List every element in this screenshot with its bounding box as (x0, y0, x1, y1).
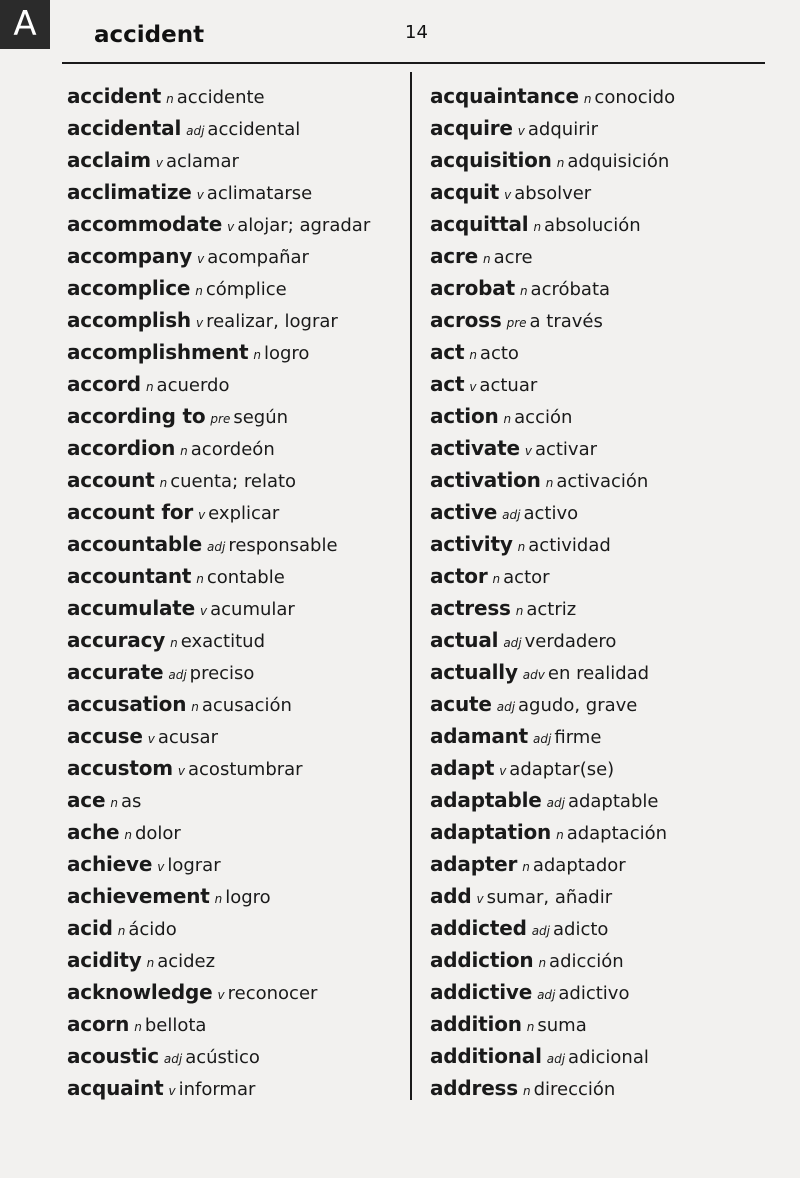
translation: absolver (514, 183, 592, 204)
part-of-speech: v (168, 1084, 176, 1098)
headword: accuracy (67, 628, 166, 652)
translation: acuerdo (156, 375, 230, 396)
translation: suma (537, 1015, 587, 1036)
translation: acusación (201, 695, 292, 716)
headword: accumulate (67, 596, 196, 620)
translation: explicar (208, 503, 280, 524)
part-of-speech: adj (207, 540, 226, 554)
translation: aclimatarse (206, 183, 313, 204)
dictionary-entry (67, 816, 417, 848)
dictionary-entry (67, 1008, 417, 1040)
dictionary-entry (430, 336, 780, 368)
part-of-speech: adj (546, 796, 565, 810)
dictionary-entry (67, 208, 417, 240)
translation: accidental (207, 119, 301, 140)
part-of-speech: adj (168, 668, 187, 682)
part-of-speech: pre (506, 316, 527, 330)
dictionary-entry (67, 720, 417, 752)
right-column (430, 80, 780, 1104)
dictionary-entry (67, 80, 417, 112)
headword: account for (67, 500, 194, 524)
headword: actress (430, 596, 511, 620)
headword: actor (430, 564, 488, 588)
part-of-speech: n (134, 1020, 142, 1034)
dictionary-entry (67, 400, 417, 432)
headword: ace (67, 788, 106, 812)
translation: adictivo (558, 983, 630, 1004)
translation: absolución (544, 215, 641, 236)
translation: dirección (533, 1079, 616, 1100)
translation: alojar; agradar (237, 215, 371, 236)
part-of-speech: v (196, 188, 204, 202)
dictionary-entry (430, 848, 780, 880)
dictionary-entry (430, 880, 780, 912)
part-of-speech: n (492, 572, 501, 586)
dictionary-entry (430, 368, 780, 400)
part-of-speech: n (519, 284, 528, 298)
translation: acción (514, 407, 573, 428)
dictionary-entry (67, 1072, 417, 1104)
dictionary-entry (430, 976, 780, 1008)
part-of-speech: adj (163, 1052, 183, 1066)
dictionary-entry (430, 688, 780, 720)
headword: acquit (430, 180, 500, 204)
headword: acidity (67, 948, 142, 972)
translation: exactitud (180, 631, 266, 652)
dictionary-entry (430, 528, 780, 560)
headword: according to (67, 404, 206, 428)
translation: ácido (128, 919, 177, 940)
translation: acumular (210, 599, 295, 620)
headword: achieve (67, 852, 153, 876)
headword: acid (67, 916, 113, 940)
page-number: 14 (405, 22, 428, 43)
part-of-speech: n (503, 412, 512, 426)
headword: acoustic (67, 1044, 159, 1068)
headword: acquaintance (430, 84, 579, 108)
headword: accuse (67, 724, 143, 748)
part-of-speech: v (227, 220, 235, 234)
dictionary-entry (67, 112, 417, 144)
headword: acquisition (430, 148, 552, 172)
translation: adaptador (532, 855, 626, 876)
dictionary-entry (430, 944, 780, 976)
part-of-speech: v (198, 508, 206, 522)
headword: acquittal (430, 212, 529, 236)
headword: ache (67, 820, 120, 844)
dictionary-entry (67, 752, 417, 784)
translation: adaptable (567, 791, 659, 812)
dictionary-entry (67, 240, 417, 272)
dictionary-entry (67, 464, 417, 496)
dictionary-entry (67, 304, 417, 336)
headword: accurate (67, 660, 164, 684)
translation: adicional (568, 1047, 649, 1068)
translation: acusar (157, 727, 218, 748)
dictionary-entry (67, 496, 417, 528)
part-of-speech: n (195, 284, 203, 298)
dictionary-entry (67, 432, 417, 464)
translation: acidez (157, 951, 216, 972)
part-of-speech: v (197, 252, 205, 266)
headword: acquaint (67, 1076, 164, 1100)
headword: achievement (67, 884, 210, 908)
dictionary-entry (67, 528, 417, 560)
dictionary-entry (430, 560, 780, 592)
dictionary-entry (67, 176, 417, 208)
dictionary-entry (67, 880, 417, 912)
headword: adapt (430, 756, 495, 780)
section-letter-tab: A (0, 0, 50, 49)
part-of-speech: adj (537, 988, 556, 1002)
headword: accompany (67, 244, 193, 268)
translation: adquirir (527, 119, 598, 140)
translation: activación (556, 471, 649, 492)
part-of-speech: n (538, 956, 547, 970)
translation: adaptación (566, 823, 668, 844)
translation: logro (263, 343, 310, 364)
headword: additional (430, 1044, 542, 1068)
translation: contable (206, 567, 285, 588)
dictionary-entry (430, 784, 780, 816)
part-of-speech: n (522, 860, 530, 874)
translation: acústico (185, 1047, 260, 1068)
headword: active (430, 500, 498, 524)
headword: actually (430, 660, 518, 684)
part-of-speech: v (499, 764, 507, 778)
dictionary-entry (430, 272, 780, 304)
dictionary-entry (67, 144, 417, 176)
part-of-speech: v (155, 156, 163, 170)
headword: adaptable (430, 788, 542, 812)
translation: acróbata (530, 279, 611, 300)
headword: accountable (67, 532, 203, 556)
translation: en realidad (547, 663, 650, 684)
headword: acquire (430, 116, 513, 140)
part-of-speech: adv (522, 668, 545, 682)
dictionary-entry (430, 912, 780, 944)
part-of-speech: v (147, 732, 155, 746)
headword: addition (430, 1012, 522, 1036)
headword: accountant (67, 564, 192, 588)
dictionary-entry (430, 80, 780, 112)
translation: acto (479, 343, 519, 364)
translation: agudo, grave (518, 695, 638, 716)
translation: informar (178, 1079, 256, 1100)
part-of-speech: n (517, 540, 526, 554)
translation: activo (523, 503, 579, 524)
translation: actuar (479, 375, 538, 396)
part-of-speech: v (524, 444, 532, 458)
translation: a través (529, 311, 603, 332)
part-of-speech: n (117, 924, 126, 938)
translation: dolor (134, 823, 181, 844)
headword: acrobat (430, 276, 515, 300)
translation: verdadero (524, 631, 617, 652)
headword: addiction (430, 948, 534, 972)
part-of-speech: pre (210, 412, 231, 426)
translation: bellota (144, 1015, 207, 1036)
headword: act (430, 340, 465, 364)
dictionary-entry (430, 656, 780, 688)
translation: acordeón (190, 439, 275, 460)
part-of-speech: v (177, 764, 185, 778)
dictionary-entry (67, 656, 417, 688)
translation: adaptar(se) (509, 759, 615, 780)
headword: add (430, 884, 472, 908)
dictionary-entry (67, 368, 417, 400)
translation: acostumbrar (188, 759, 303, 780)
dictionary-entry (430, 1072, 780, 1104)
translation: activar (534, 439, 598, 460)
dictionary-entry (67, 944, 417, 976)
part-of-speech: v (476, 892, 484, 906)
headword: addicted (430, 916, 527, 940)
headword: acclimatize (67, 180, 192, 204)
translation: cuenta; relato (170, 471, 297, 492)
dictionary-entry (67, 912, 417, 944)
part-of-speech: v (200, 604, 208, 618)
part-of-speech: adj (533, 732, 552, 746)
dictionary-entry (430, 304, 780, 336)
part-of-speech: adj (186, 124, 205, 138)
dictionary-entry (430, 432, 780, 464)
translation: actriz (526, 599, 577, 620)
dictionary-entry (67, 560, 417, 592)
dictionary-entry (67, 336, 417, 368)
part-of-speech: n (533, 220, 542, 234)
translation: as (120, 791, 142, 812)
dictionary-entry (430, 144, 780, 176)
dictionary-entry (67, 688, 417, 720)
translation: responsable (228, 535, 338, 556)
translation: reconocer (227, 983, 318, 1004)
headword: accomplice (67, 276, 191, 300)
part-of-speech: n (159, 476, 168, 490)
part-of-speech: n (196, 572, 204, 586)
headword: accomplish (67, 308, 191, 332)
part-of-speech: n (180, 444, 188, 458)
dictionary-entry (430, 496, 780, 528)
translation: lograr (167, 855, 221, 876)
headword: activity (430, 532, 513, 556)
translation: acompañar (207, 247, 309, 268)
translation: adquisición (567, 151, 670, 172)
dictionary-entry (430, 1040, 780, 1072)
translation: sumar, añadir (486, 887, 613, 908)
dictionary-entry (67, 976, 417, 1008)
part-of-speech: v (217, 988, 225, 1002)
translation: actor (503, 567, 550, 588)
part-of-speech: adj (503, 636, 522, 650)
part-of-speech: n (166, 92, 174, 106)
dictionary-entry (430, 752, 780, 784)
translation: adicción (549, 951, 624, 972)
header-rule (62, 62, 765, 64)
part-of-speech: n (110, 796, 118, 810)
dictionary-entry (430, 400, 780, 432)
part-of-speech: n (556, 156, 565, 170)
headword: acclaim (67, 148, 151, 172)
part-of-speech: n (253, 348, 261, 362)
part-of-speech: v (195, 316, 204, 330)
dictionary-entry (67, 848, 417, 880)
translation: realizar, lograr (206, 311, 338, 332)
headword: adaptation (430, 820, 552, 844)
headword: across (430, 308, 502, 332)
headword: adamant (430, 724, 529, 748)
part-of-speech: n (214, 892, 223, 906)
part-of-speech: v (469, 380, 477, 394)
dictionary-entry (430, 720, 780, 752)
dictionary-entry (430, 208, 780, 240)
dictionary-entry (430, 240, 780, 272)
part-of-speech: n (545, 476, 554, 490)
translation: conocido (594, 87, 676, 108)
part-of-speech: n (526, 1020, 535, 1034)
headword: activation (430, 468, 541, 492)
guide-word: accident (94, 22, 205, 48)
headword: action (430, 404, 499, 428)
part-of-speech: n (556, 828, 564, 842)
headword: accordion (67, 436, 176, 460)
translation: adicto (553, 919, 609, 940)
headword: acute (430, 692, 492, 716)
translation: preciso (189, 663, 255, 684)
translation: actividad (528, 535, 611, 556)
dictionary-entry (430, 464, 780, 496)
part-of-speech: n (583, 92, 592, 106)
part-of-speech: adj (496, 700, 516, 714)
translation: según (233, 407, 289, 428)
part-of-speech: n (145, 380, 154, 394)
part-of-speech: n (170, 636, 178, 650)
translation: aclamar (165, 151, 239, 172)
headword: addictive (430, 980, 533, 1004)
headword: activate (430, 436, 520, 460)
translation: firme (554, 727, 602, 748)
dictionary-entry (430, 816, 780, 848)
dictionary-entry (67, 272, 417, 304)
part-of-speech: v (504, 188, 512, 202)
part-of-speech: n (469, 348, 477, 362)
headword: accusation (67, 692, 187, 716)
headword: accustom (67, 756, 173, 780)
part-of-speech: n (191, 700, 199, 714)
dictionary-entry (430, 176, 780, 208)
part-of-speech: v (517, 124, 525, 138)
dictionary-entry (67, 624, 417, 656)
headword: address (430, 1076, 518, 1100)
part-of-speech: n (124, 828, 132, 842)
dictionary-entry (67, 784, 417, 816)
headword: account (67, 468, 155, 492)
part-of-speech: n (482, 252, 491, 266)
dictionary-entry (430, 624, 780, 656)
headword: accommodate (67, 212, 223, 236)
headword: act (430, 372, 465, 396)
part-of-speech: n (515, 604, 524, 618)
translation: cómplice (205, 279, 287, 300)
headword: acre (430, 244, 478, 268)
part-of-speech: adj (546, 1052, 566, 1066)
translation: accidente (176, 87, 265, 108)
headword: accidental (67, 116, 182, 140)
headword: accomplishment (67, 340, 249, 364)
part-of-speech: n (146, 956, 155, 970)
translation: logro (225, 887, 271, 908)
translation: acre (493, 247, 533, 268)
dictionary-entry (67, 1040, 417, 1072)
part-of-speech: n (522, 1084, 531, 1098)
headword: accident (67, 84, 162, 108)
dictionary-entry (430, 592, 780, 624)
dictionary-entry (430, 112, 780, 144)
part-of-speech: adj (502, 508, 521, 522)
headword: acknowledge (67, 980, 213, 1004)
part-of-speech: adj (531, 924, 550, 938)
headword: actual (430, 628, 499, 652)
part-of-speech: v (157, 860, 165, 874)
headword: acorn (67, 1012, 130, 1036)
headword: accord (67, 372, 141, 396)
left-column (67, 80, 417, 1104)
dictionary-entry (67, 592, 417, 624)
headword: adapter (430, 852, 518, 876)
dictionary-entry (430, 1008, 780, 1040)
